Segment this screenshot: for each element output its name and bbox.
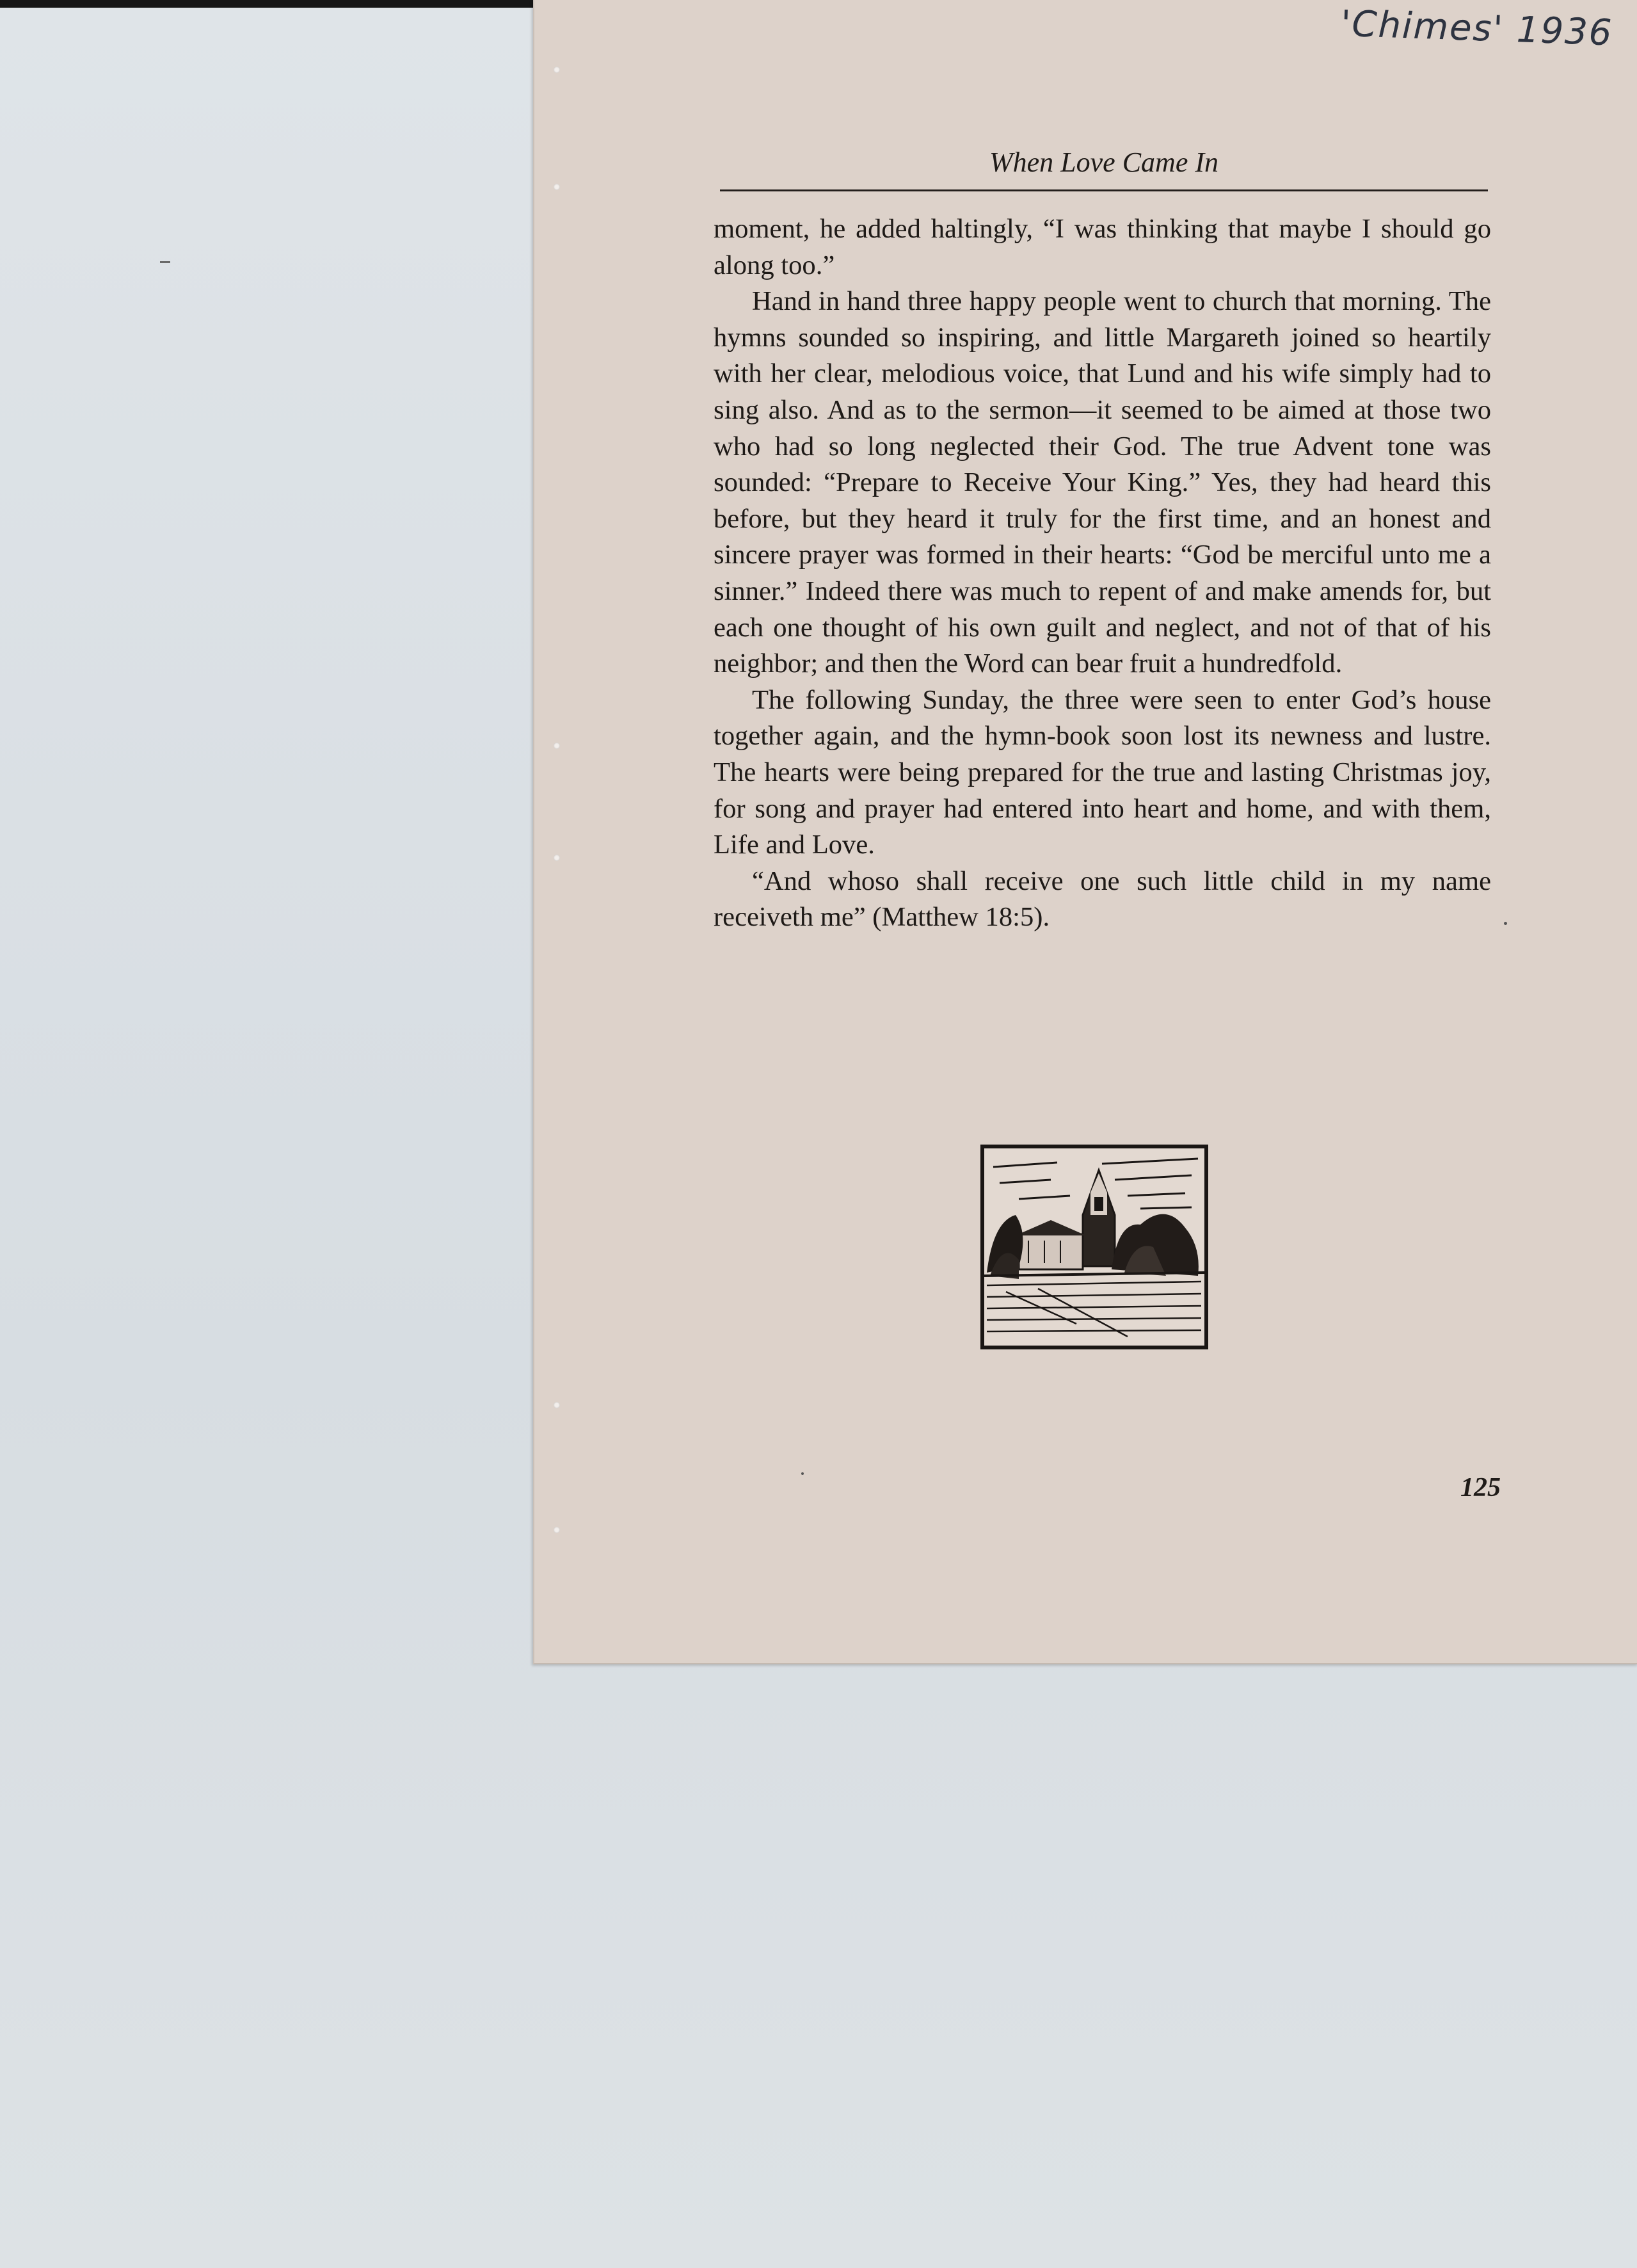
church-woodcut-icon: [980, 1145, 1208, 1349]
paragraph: The following Sunday, the three were seen to enter God’s house together again, and the hymn-book soon lost its newness and lustre. The hearts were being prepared for the true and lasting Christmas joy, for song and prayer had entered into heart and home, and with them, Life and Love.: [714, 684, 1491, 860]
binding-hole: [554, 743, 560, 749]
binding-hole: [554, 184, 560, 190]
binding-hole: [554, 855, 560, 861]
stray-mark: [160, 261, 170, 263]
book-page: [533, 0, 1637, 1664]
scan-speck: [801, 1472, 804, 1475]
scan-edge: [0, 0, 534, 8]
paragraph: “And whoso shall receive one such little child in my name receiveth me” (Matthew 18:5).: [714, 865, 1491, 933]
paragraph: moment, he added haltingly, “I was thinking that maybe I should go along too.”: [714, 214, 1491, 280]
header-rule: [720, 189, 1488, 191]
running-head: When Love Came In: [989, 147, 1218, 178]
binding-hole: [554, 1527, 560, 1533]
paragraph: Hand in hand three happy people went to church that morning. The hymns sounded so inspiring, and little Margareth joined so heartily with her clear, melodious voice, that Lund and his wife simply had to sing also. And as to the sermon—it seemed to be aimed at those two who had so long neglected their God. The true Advent tone was sounded: “Prepare to Receive Your King.” Yes, they had heard this before, but they heard it truly for the first time, and an honest and sincere prayer was formed in their hearts: “God be merciful unto me a sinner.” Indeed there was much to repent of and make amends for, but each one thought of his own guilt and neglect, and not of that of his neighbor; and then the Word can bear fruit a hundredfold.: [714, 286, 1491, 679]
handwritten-margin-note: 'Chimes' 1936: [1339, 3, 1614, 54]
body-text: [714, 211, 1491, 936]
page-number: 125: [1460, 1473, 1501, 1502]
binding-hole: [554, 1402, 560, 1408]
binding-hole: [554, 67, 560, 73]
scan-speck: [1504, 922, 1507, 925]
